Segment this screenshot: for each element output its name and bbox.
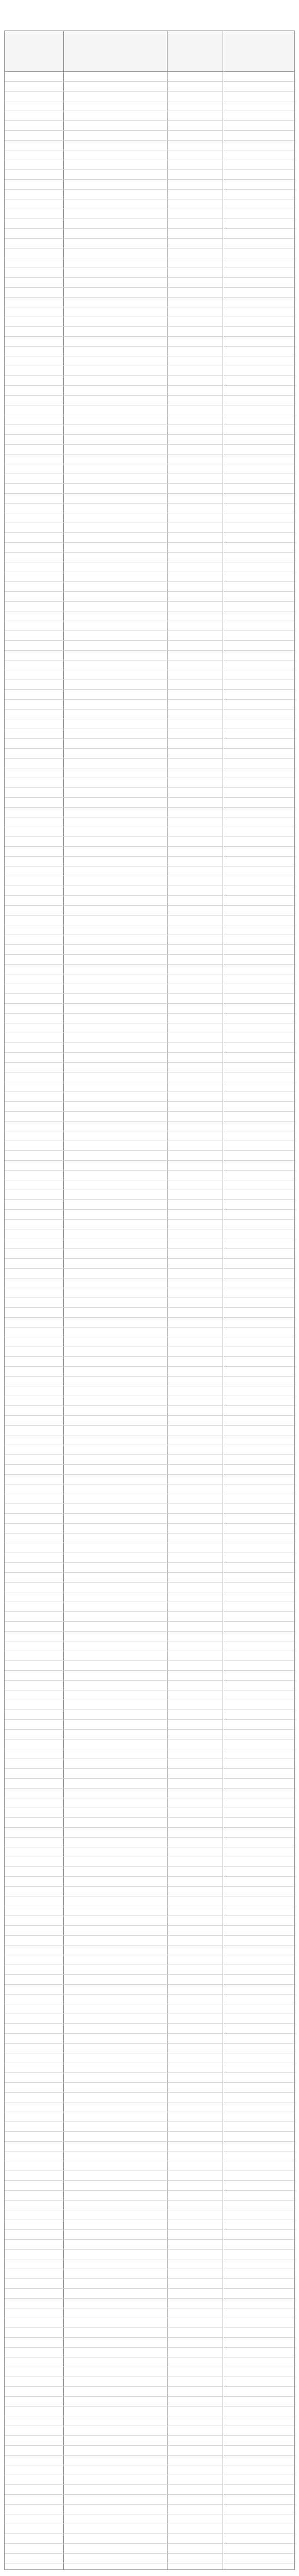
subsidy-table bbox=[4, 31, 295, 2570]
document-title bbox=[4, 11, 295, 23]
column-header-category bbox=[5, 31, 64, 71]
column-header-subsidy bbox=[168, 31, 223, 71]
column-header-extra-subsidy bbox=[223, 31, 295, 71]
column-header-item bbox=[64, 31, 168, 71]
table-body bbox=[5, 72, 294, 2569]
table-header-row bbox=[5, 31, 294, 72]
